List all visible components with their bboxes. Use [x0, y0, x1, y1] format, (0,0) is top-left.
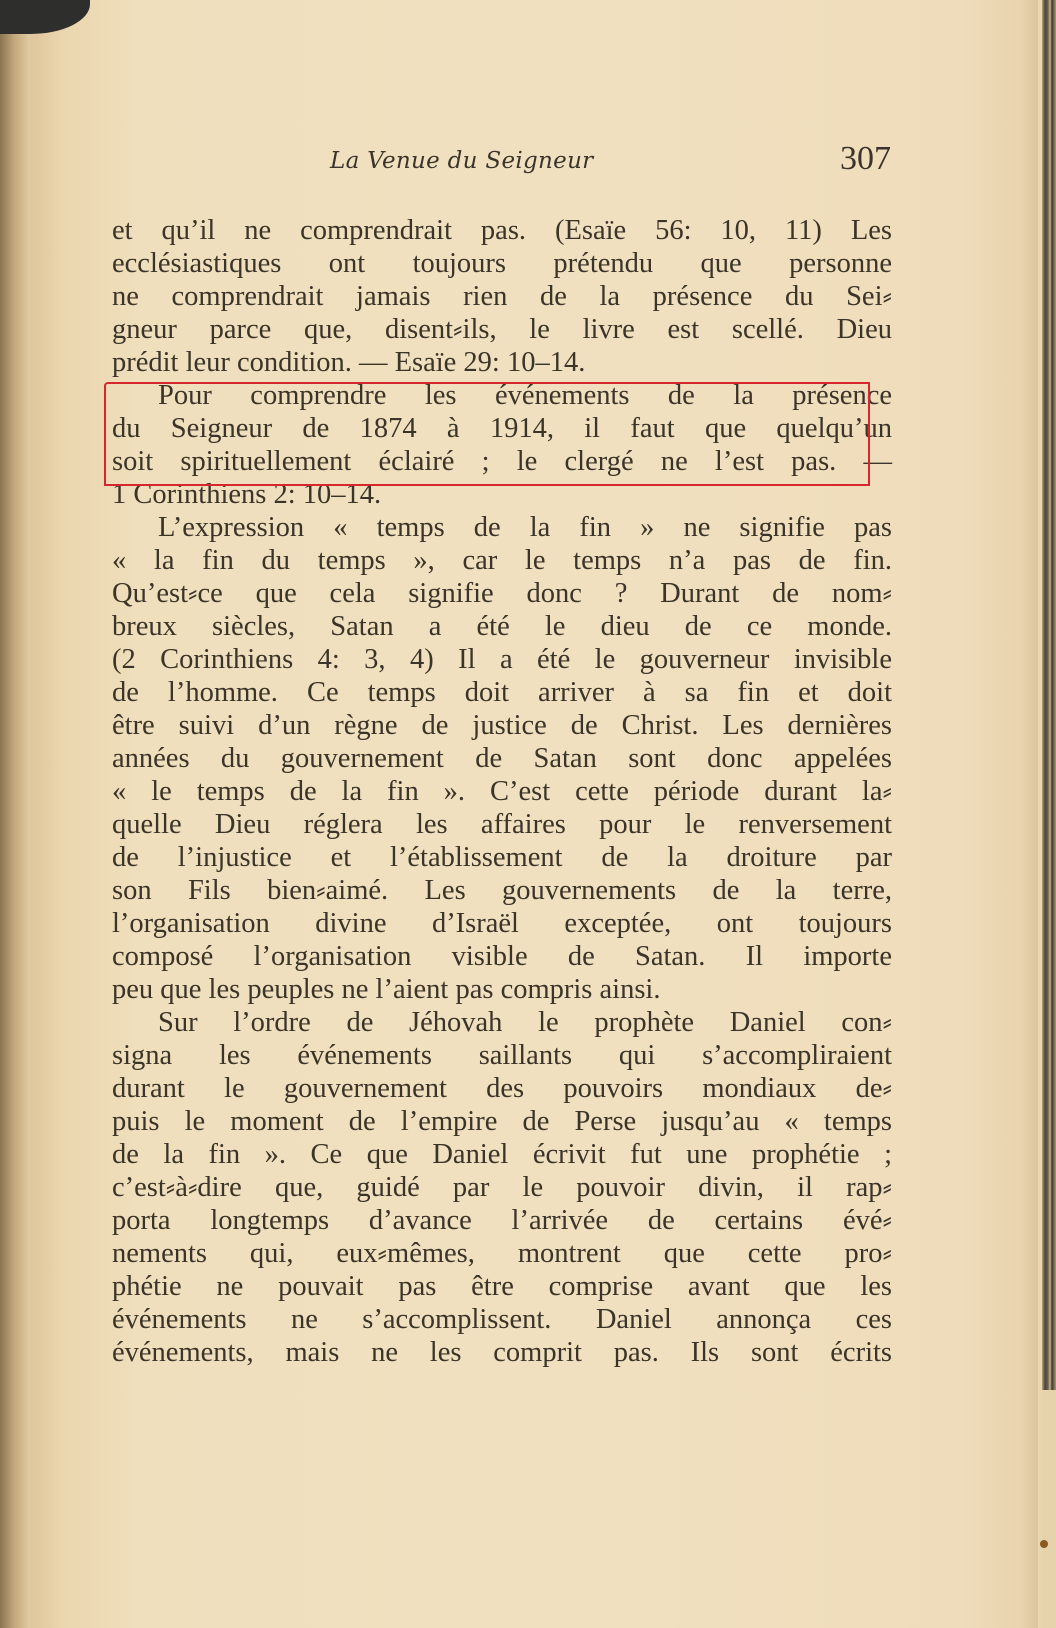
text-line: durant le gouvernement des pouvoirs mondiaux de⸗	[112, 1073, 892, 1104]
text-line: prédit leur condition. — Esaïe 29: 10–14.	[112, 347, 586, 378]
text-line: « la fin du temps », car le temps n’a pas de fin.	[112, 545, 892, 576]
text-line: quelle Dieu réglera les affaires pour le renversement	[112, 809, 892, 840]
text-line: phétie ne pouvait pas être comprise avant que les	[112, 1271, 892, 1302]
text-line: soit spirituellement éclairé ; le clergé ne l’est pas. —	[112, 446, 892, 477]
text-line: puis le moment de l’empire de Perse jusqu’au « temps	[112, 1106, 892, 1137]
text-line: gneur parce que, disent⸗ils, le livre est scellé. Dieu	[112, 314, 892, 345]
text-line: l’organisation divine d’Israël exceptée, ont toujours	[112, 908, 892, 939]
text-line: nements qui, eux⸗mêmes, montrent que cette pro⸗	[112, 1238, 892, 1269]
paragraph-continuation	[112, 214, 892, 379]
text-line: Pour comprendre les événements de la présence	[158, 380, 892, 411]
text-line: événements, mais ne les comprit pas. Ils sont écrits	[112, 1337, 892, 1368]
text-line: son Fils bien⸗aimé. Les gouvernements de la terre,	[112, 875, 892, 906]
running-title: La Venue du Seigneur	[330, 148, 594, 174]
page-number: 307	[840, 140, 891, 177]
text-line: composé l’organisation visible de Satan. Il importe	[112, 941, 892, 972]
text-line: L’expression « temps de la fin » ne signifie pas	[158, 512, 892, 543]
text-line: de la fin ». Ce que Daniel écrivit fut une prophétie ;	[112, 1139, 892, 1170]
text-line: (2 Corinthiens 4: 3, 4) Il a été le gouverneur invisible	[112, 644, 892, 675]
paragraph-daniel	[112, 1006, 892, 1369]
paragraph-temps-de-la-fin	[112, 511, 892, 1006]
text-line: du Seigneur de 1874 à 1914, il faut que quelqu’un	[112, 413, 892, 444]
text-line: c’est⸗à⸗dire que, guidé par le pouvoir divin, il rap⸗	[112, 1172, 892, 1203]
text-line: ecclésiastiques ont toujours prétendu que personne	[112, 248, 892, 279]
text-line: Qu’est⸗ce que cela signifie donc ? Durant de nom⸗	[112, 578, 892, 609]
text-line: événements ne s’accomplissent. Daniel annonça ces	[112, 1304, 892, 1335]
highlighted-paragraph	[112, 379, 892, 511]
paper-stain	[1040, 1540, 1048, 1548]
text-line: années du gouvernement de Satan sont donc appelées	[112, 743, 892, 774]
text-line: Sur l’ordre de Jéhovah le prophète Daniel con⸗	[158, 1007, 892, 1038]
text-line: porta longtemps d’avance l’arrivée de certains évé⸗	[112, 1205, 892, 1236]
text-line: et qu’il ne comprendrait pas. (Esaïe 56: 10, 11) Les	[112, 215, 892, 246]
text-line: signa les événements saillants qui s’accompliraient	[112, 1040, 892, 1071]
text-line: être suivi d’un règne de justice de Christ. Les dernières	[112, 710, 892, 741]
body-text	[112, 214, 892, 1369]
page-edge-stack	[1042, 0, 1056, 1628]
text-line: breux siècles, Satan a été le dieu de ce monde.	[112, 611, 892, 642]
text-line: « le temps de la fin ». C’est cette période durant la⸗	[112, 776, 892, 807]
text-line: peu que les peuples ne l’aient pas compris ainsi.	[112, 974, 661, 1005]
text-line: 1 Corinthiens 2: 10–14.	[112, 479, 382, 510]
text-line: ne comprendrait jamais rien de la présence du Sei⸗	[112, 281, 892, 312]
text-line: de l’homme. Ce temps doit arriver à sa fin et doit	[112, 677, 892, 708]
book-spine-shadow	[0, 0, 30, 1628]
text-line: de l’injustice et l’établissement de la droiture par	[112, 842, 892, 873]
page-edge-lower	[1042, 1390, 1056, 1628]
